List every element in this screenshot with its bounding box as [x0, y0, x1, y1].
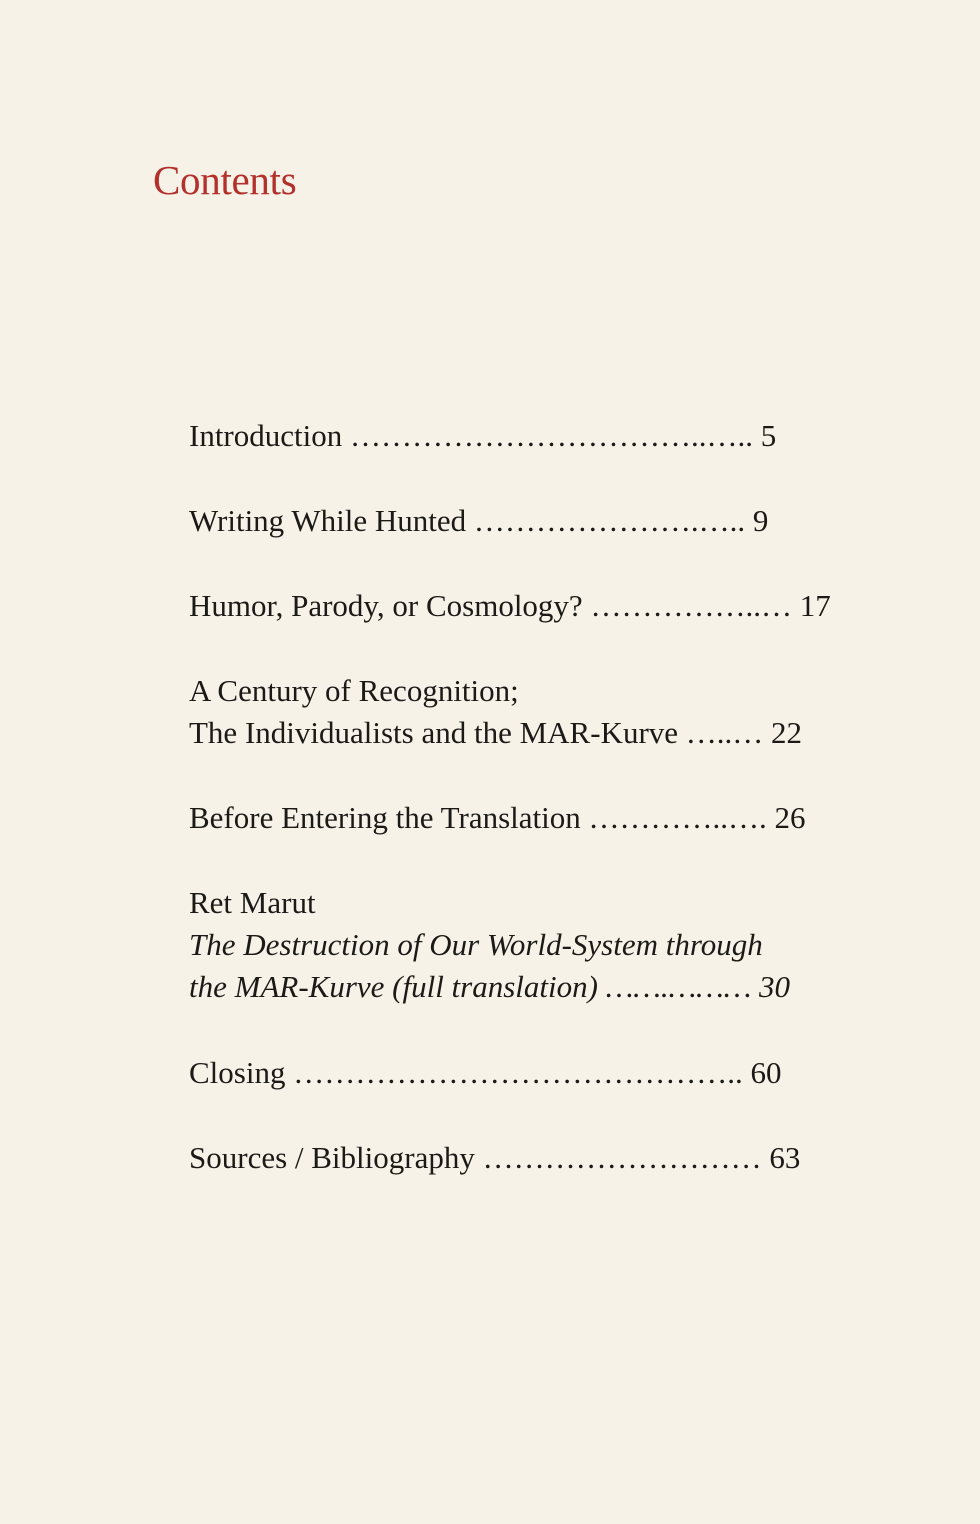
toc-entry-line: Humor, Parody, or Cosmology? ……………..… 17	[189, 588, 831, 623]
toc-entry-line: A Century of Recognition;	[189, 673, 519, 708]
toc-entry-line-italic: the MAR-Kurve (full translation) …….……… 30	[189, 969, 791, 1004]
toc-entry-line: Sources / Bibliography ……………………… 63	[189, 1140, 801, 1175]
toc-entry-sources-bibliography[interactable]	[189, 1137, 800, 1179]
toc-entry-writing-while-hunted[interactable]	[189, 500, 768, 542]
toc-entry-introduction[interactable]	[189, 415, 776, 457]
toc-entry-ret-marut[interactable]	[189, 882, 790, 1008]
toc-entry-line: Before Entering the Translation …………..…. 26	[189, 800, 806, 835]
toc-entry-line: Ret Marut	[189, 885, 316, 920]
toc-entry-line: Closing …………………………………….. 60	[189, 1055, 782, 1090]
toc-entry-line: Introduction ……………………………..….. 5	[189, 418, 777, 453]
toc-entry-line-italic: The Destruction of Our World-System through	[189, 927, 763, 962]
toc-entry-line: Writing While Hunted ………………….….. 9	[189, 503, 769, 538]
toc-entry-line: The Individualists and the MAR-Kurve …..… 22	[189, 715, 803, 750]
toc-entry-humor-parody-cosmology[interactable]	[189, 585, 831, 627]
toc-entry-closing[interactable]	[189, 1052, 781, 1094]
toc-entry-century-of-recognition[interactable]	[189, 670, 802, 754]
toc-entry-before-entering-translation[interactable]	[189, 797, 806, 839]
page-title: Contents	[153, 157, 297, 203]
